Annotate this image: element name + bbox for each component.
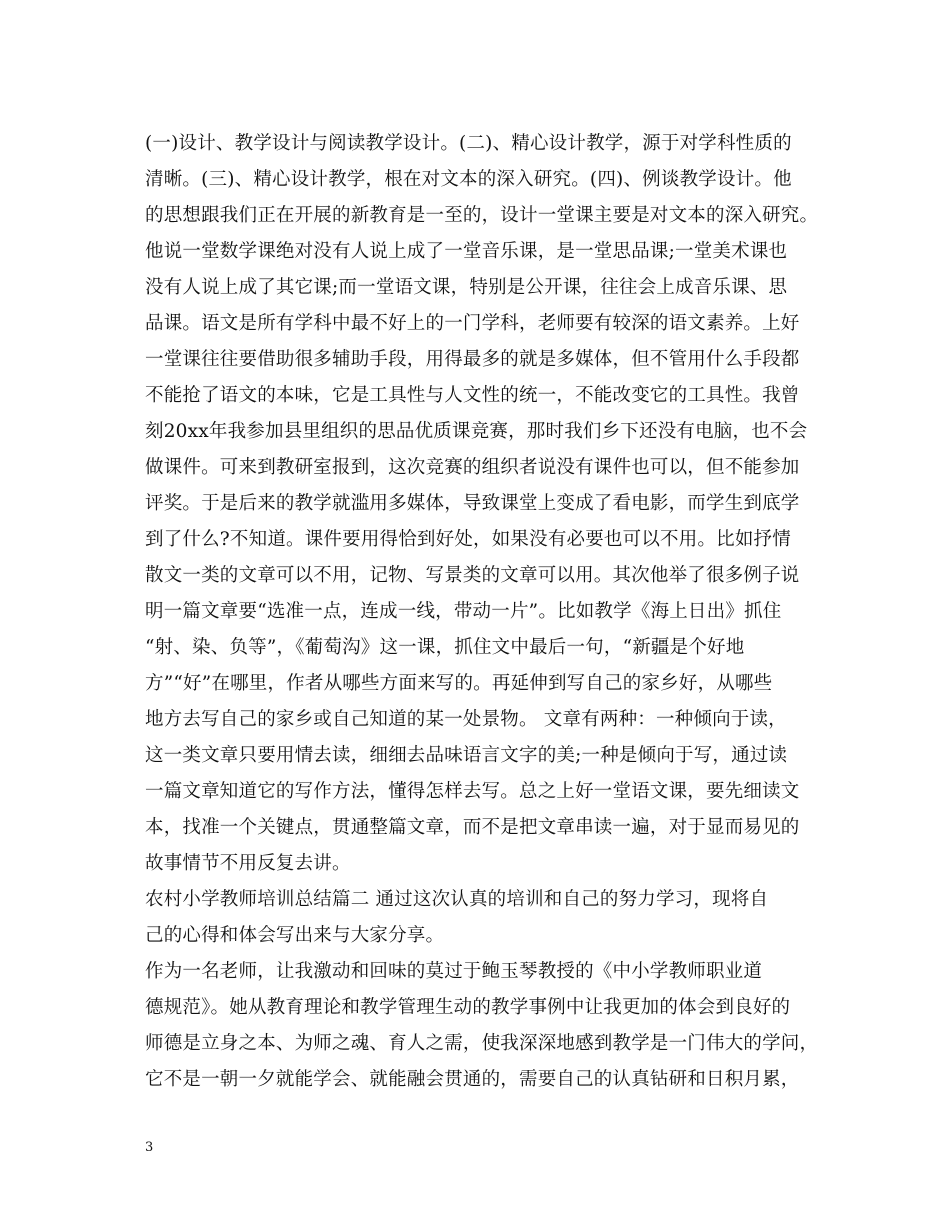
text-line: 己的心得和体会写出来与大家分享。 (145, 925, 445, 946)
text-line: 故事情节不用反复去讲。 (145, 853, 351, 874)
text-line: 不能抢了语文的本味，它是工具性与人文性的统一，不能改变它的工具性。我曾 (145, 385, 800, 406)
text-line: 本，找准一个关键点，贯通整篇文章，而不是把文章串读一遍，对于显而易见的 (145, 817, 800, 838)
text-line: 师德是立身之本、为师之魂、育人之需，使我深深地感到教学是一门伟大的学问， (145, 1033, 819, 1054)
text-line: 它不是一朝一夕就能学会、就能融会贯通的，需要自己的认真钻研和日积月累， (145, 1069, 800, 1090)
text-line: 评奖。于是后来的教学就滥用多媒体，导致课堂上变成了看电影，而学生到底学 (145, 493, 800, 514)
text-line: 方”“好”在哪里，作者从哪些方面来写的。再延伸到写自己的家乡好，从哪些 (145, 673, 773, 694)
text-line: 明一篇文章要“选准一点，连成一线，带动一片”。比如教学《海上日出》抓住 (145, 601, 782, 622)
text-line: (一)设计、教学设计与阅读教学设计。(二)、精心设计教学，源于对学科性质的 (145, 133, 792, 154)
text-line: 做课件。可来到教研室报到，这次竞赛的组织者说没有课件也可以，但不能参加 (145, 457, 800, 478)
text-line: 的思想跟我们正在开展的新教育是一至的，设计一堂课主要是对文本的深入研究。 (145, 205, 819, 226)
text-line: 清晰。(三)、精心设计教学，根在对文本的深入研究。(四)、例谈教学设计。他 (145, 169, 792, 190)
text-line: “射、染、负等”，《葡萄沟》这一课，抓住文中最后一句，“新疆是个好地 (145, 637, 745, 658)
text-line: 德规范》。她从教育理论和教学管理生动的教学事例中让我更加的体会到良好的 (145, 997, 791, 1018)
page-number: 3 (145, 1140, 154, 1155)
text-line: 刻20xx年我参加县里组织的思品优质课竞赛，那时我们乡下还没有电脑，也不会 (145, 421, 808, 442)
text-line: 他说一堂数学课绝对没有人说上成了一堂音乐课，是一堂思品课;一堂美术课也 (145, 241, 788, 262)
text-line: 一篇文章知道它的写作方法，懂得怎样去写。总之上好一堂语文课，要先细读文 (145, 781, 800, 802)
text-line: 品课。语文是所有学科中最不好上的一门学科，老师要有较深的语文素养。上好 (145, 313, 800, 334)
text-line: 没有人说上成了其它课;而一堂语文课，特别是公开课，往往会上成音乐课、思 (145, 277, 788, 298)
text-line: 到了什么?不知道。课件要用得恰到好处，如果没有必要也可以不用。比如抒情 (145, 529, 791, 550)
text-line: 一堂课往往要借助很多辅助手段，用得最多的就是多媒体，但不管用什么手段都 (145, 349, 800, 370)
paragraph-first-line: 作为一名老师，让我激动和回味的莫过于鲍玉琴教授的《中小学教师职业道 (145, 961, 763, 982)
text-line: 这一类文章只要用情去读，细细去品味语言文字的美;一种是倾向于写，通过读 (145, 745, 788, 766)
text-line: 散文一类的文章可以不用，记物、写景类的文章可以用。其次他举了很多例子说 (145, 565, 800, 586)
section-heading-line: 农村小学教师培训总结篇二 通过这次认真的培训和自己的努力学习，现将自 (145, 889, 769, 910)
text-line: 地方去写自己的家乡或自己知道的某一处景物。 文章有两种：一种倾向于读， (145, 709, 787, 730)
